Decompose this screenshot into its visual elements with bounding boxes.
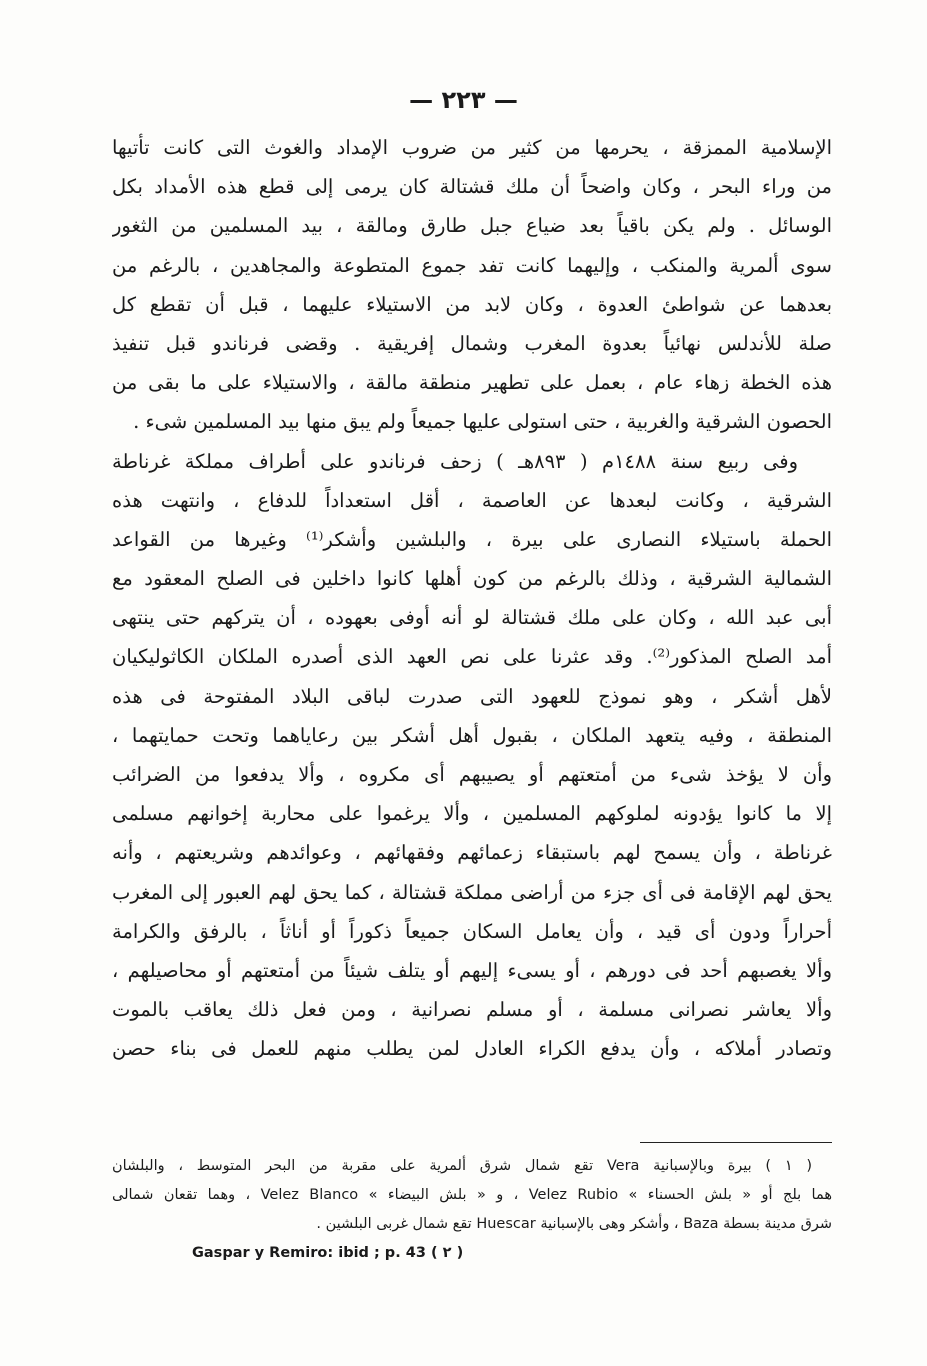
text-line: وألا يغصبهم أحد فى دورهم ، أو يسىء إليهم أو يتلف شيئاً من أمتعتهم أو محاصيلهم ، (112, 958, 832, 982)
text-line: وفى ربيع سنة ١٤٨٨م ( ٨٩٣هـ ) زحف فرناندو على أطراف مملكة غرناطة (112, 449, 799, 473)
text-line: وألا يعاشر نصرانى مسلمة ، أو مسلم نصرانية ، ومن فعل ذلك يعاقب بالموت (112, 998, 832, 1022)
text-line: الحصون الشرقية والغربية ، حتى استولى عليها جميعاً ولم يبق منها بيد المسلمين شىء . (133, 410, 832, 434)
text-line: سوى ألمرية والمنكب ، وإليهما كانت تفد جموع المتطوعة والمجاهدين ، بالرغم من (112, 253, 832, 277)
text-line: الوسائل . ولم يكن باقياً بعد ضياع جبل طارق ومالقة ، بيد المسلمين من الثغور (112, 214, 832, 238)
footnotes (112, 1152, 832, 1268)
text-line: الحملة باستيلاء النصارى على بيرة ، والبلشين وأشكر⁽¹⁾ وغيرها من القواعد (112, 527, 832, 551)
text-line: وتصادر أملاكه ، وأن يدفع الكراء العادل لمن يطلب منهم للعمل فى بناء حصن (112, 1037, 832, 1061)
text-line: أحراراً ودون أى قيد ، وأن يعامل السكان جميعاً ذكوراً أو أناثاً ، بالرفق والكرامة (112, 919, 832, 943)
page-number: — ٢٢٣ — (409, 86, 518, 114)
footnote-line: ( ١ ) بيرة وبالإسبانية Vera تقع شمال شرق ألمرية على مقربة من البحر المتوسط ، والبلشان (112, 1158, 812, 1174)
text-line: أمد الصلح المذكور⁽²⁾. وقد عثرنا على نص العهد الذى أصدره الملكان الكاثوليكيان (112, 645, 832, 669)
text-line: الشمالية الشرقية ، وذلك بالرغم من كون أهلها كانوا داخلين فى الصلح المعقود مع (112, 567, 832, 591)
text-line: صلة للأندلس نهائياً بعدوة المغرب وشمال إفريقية . وقضى فرناندو قبل تنفيذ (112, 331, 832, 355)
text-line: بعدهما عن شواطئ العدوة ، وكان لابد من الاستيلاء عليهما ، قبل أن تقطع كل (112, 292, 832, 316)
text-line: أبى عبد الله ، وكان على ملك قشتالة لو أنه أوفى بعهوده ، أن يتركهم حتى ينتهى (112, 606, 832, 630)
text-line: لأهل أشكر ، وهو نموذج للعهود التى صدرت لباقى البلاد المفتوحة فى هذه (112, 684, 832, 708)
footnote-reference: Gaspar y Remiro: ibid ; p. 43 ( ٢ ) (192, 1245, 464, 1261)
text-line: المنطقة ، وفيه يتعهد الملكان ، بقبول أهل أشكر بين رعاياهما وتحت حمايتهما ، (112, 723, 832, 747)
text-line: هذه الخطة زهاء عام ، بعمل على تطهير منطقة مالقة ، والاستيلاء على ما بقى من (112, 371, 832, 395)
text-line: يحق لهم الإقامة فى أى جزء من أراضى مملكة قشتالة ، كما يحق لهم العبور إلى المغرب (112, 880, 832, 904)
footnote-line: هما بلج أو « بلش الحسناء » Velez Rubio ، و « بلش البيضاء » Velez Blanco ، وهما تقعان شمالى (112, 1187, 832, 1203)
text-line: الشرقية ، وكانت لبعدها عن العاصمة ، أقل استعداداً للدفاع ، وانتهت هذه (112, 488, 832, 512)
text-line: وأن لا يؤخذ شىء من أمتعتهم أو يصيبهم أى مكروه ، وألا يدفعوا من الضرائب (112, 763, 832, 786)
body-text (112, 128, 832, 1069)
footnote-divider (640, 1142, 832, 1143)
text-line: من وراء البحر ، وكان واضحاً أن ملك قشتالة كان يرمى إلى قطع هذه الأمداد بكل (112, 175, 832, 199)
text-line: إلا ما كانوا يؤدونه لملوكهم المسلمين ، وألا يرغموا على محاربة إخوانهم مسلمى (112, 802, 832, 826)
text-line: الإسلامية الممزقة ، يحرمها من كثير من ضروب الإمداد والغوث التى كانت تأتيها (112, 136, 832, 159)
text-line: غرناطة ، وأن يسمح لهم باستبقاء زعمائهم وفقهائهم ، وعوائدهم وشريعتهم ، وأنه (112, 841, 832, 865)
footnote-line: شرق مدينة بسطة Baza ، وأشكر وهى بالإسبانية Huescar تقع شمال غربى البلشين . (316, 1216, 832, 1232)
